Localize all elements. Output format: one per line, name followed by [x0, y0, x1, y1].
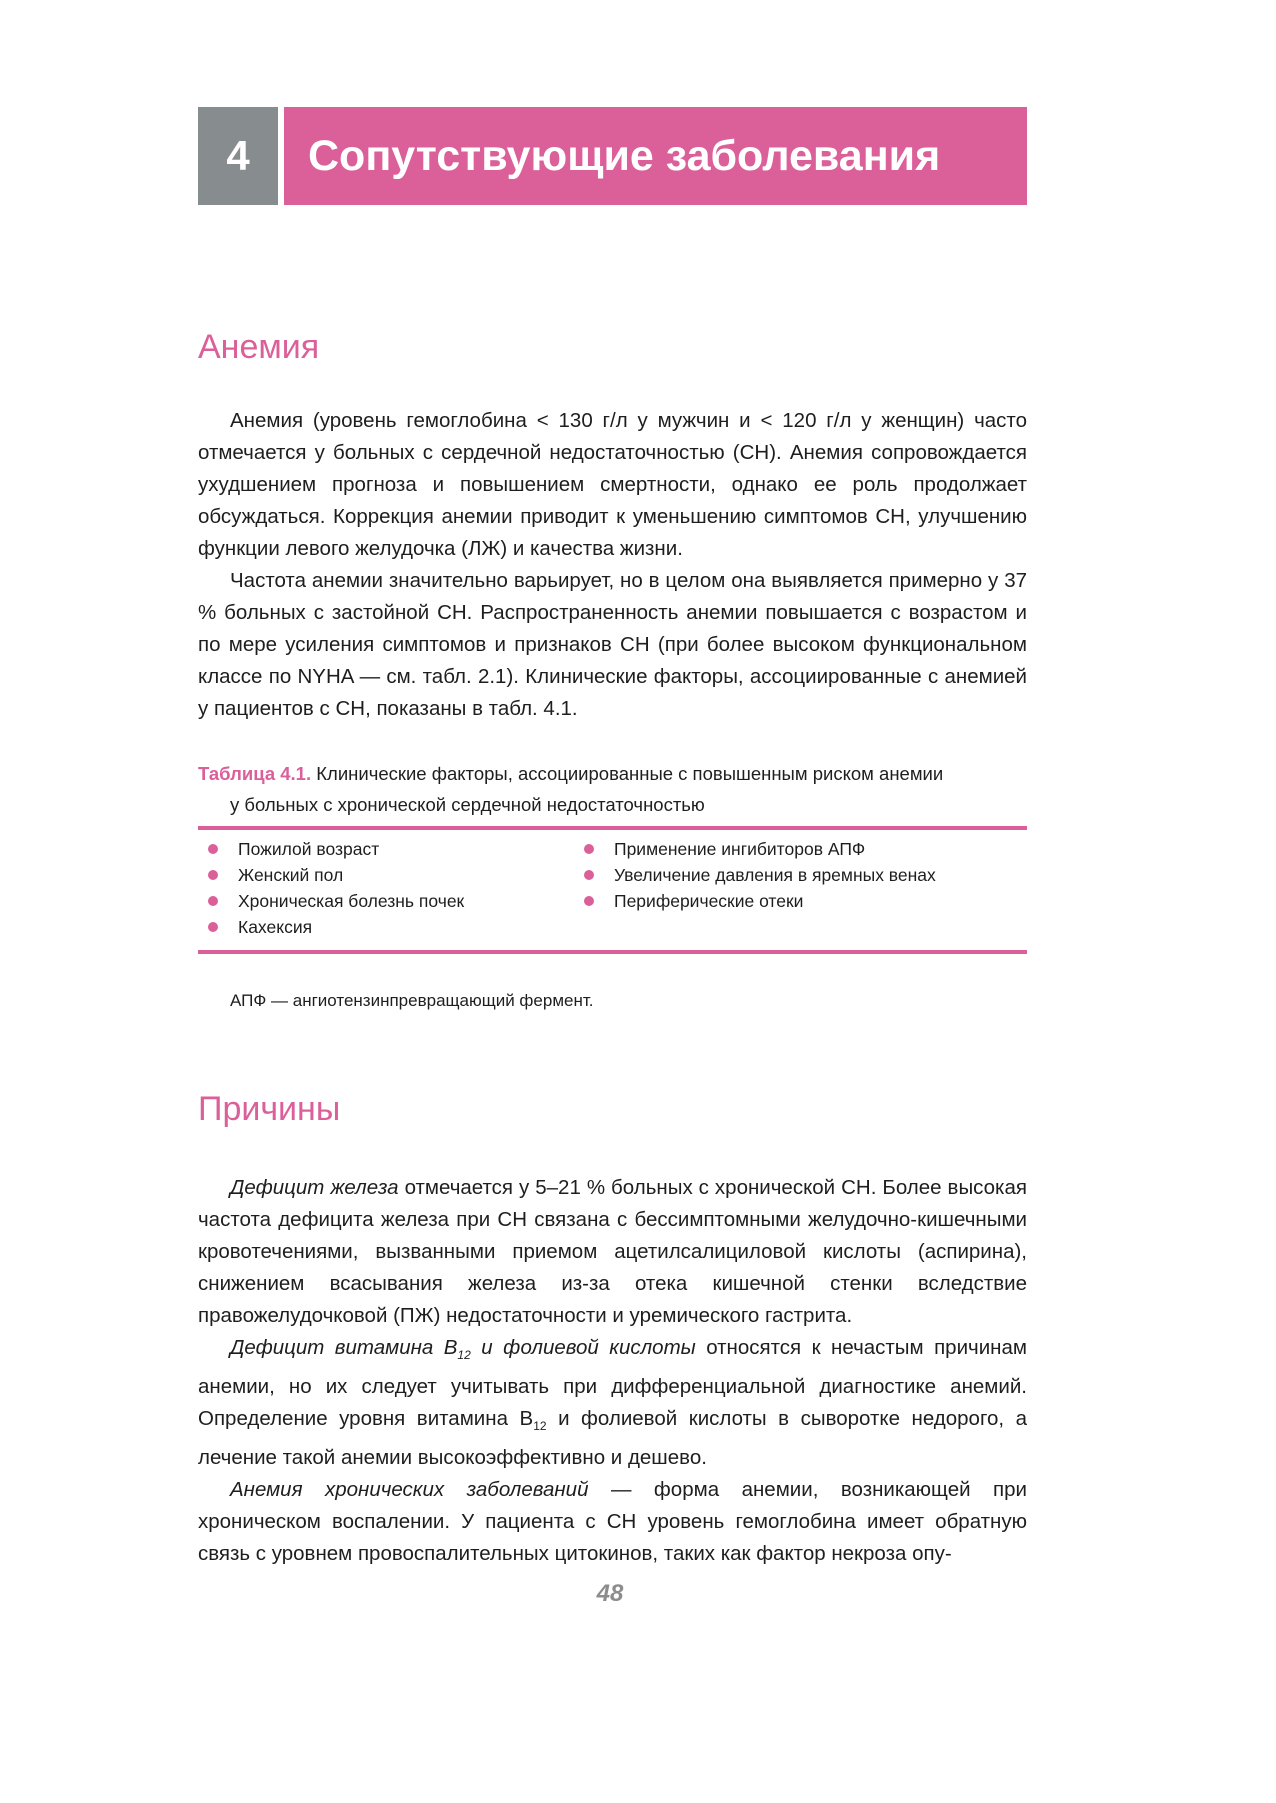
term-vitamin-deficiency: Дефицит витамина $B_{12}$ и фолиевой кислоты — [230, 1336, 696, 1363]
term-iron-deficiency: Дефицит железа — [230, 1176, 399, 1199]
chapter-title: Сопутствующие заболевания — [284, 107, 1027, 205]
anemia-paragraph-2: Частота анемии значительно варьирует, но в целом она выявляется примерно у 37 % больных с застойной СН. Распространенность анемии повышается с возрастом и по мере усиления симптомов и признаков СН (при более высоком функциональном классе по NYHA — см. табл. 2.1). Клинические факторы, ассоциированные с анемией у пациентов с СН, показаны в табл. 4.1. — [198, 569, 1027, 720]
causes-paragraph-1: Дефицит железа отмечается у 5–21 % больных с хронической СН. Более высокая частота дефицита железа при СН связана с бессимптомными желудочно-кишечными кровотечениями, вызванными приемом ацетилсалициловой кислоты (аспирина), снижением всасывания железа из-за отека кишечной стенки вследствие правожелудочковой (ПЖ) недостаточности и уремического гастрита. — [198, 1176, 1027, 1327]
list-item: Применение ингибиторов АПФ — [574, 836, 1027, 862]
bullet-icon — [208, 844, 218, 854]
bullet-icon — [208, 922, 218, 932]
list-item: Кахексия — [198, 914, 558, 940]
table-top-rule — [198, 826, 1027, 830]
table-footnote: АПФ — ангиотензинпревращающий фермент. — [230, 991, 594, 1010]
anemia-paragraph-1: Анемия (уровень гемоглобина < 130 г/л у мужчин и < 120 г/л у женщин) часто отмечается у больных с сердечной недостаточностью (СН). Анемия сопровождается ухудшением прогноза и повышением смертности, однако ее роль продолжает обсуждаться. Коррекция анемии приводит к уменьшению симптомов СН, улучшению функции левого желудочка (ЛЖ) и качества жизни. — [198, 409, 1027, 560]
anemia-body — [198, 405, 1027, 725]
section-heading-anemia: Анемия — [198, 328, 320, 366]
list-item: Хроническая болезнь почек — [198, 888, 558, 914]
bullet-icon — [584, 896, 594, 906]
bullet-icon — [584, 870, 594, 880]
list-item: Увеличение давления в яремных венах — [574, 862, 1027, 888]
bullet-icon — [208, 896, 218, 906]
causes-paragraph-2: Дефицит витамина $B_{12}$ и фолиевой кислоты относятся к нечастым причинам анемии, но их следует учитывать при дифференциальной диагностике анемий. Определение уровня витамина $B_{12}$ и фолиевой кислоты в сыворотке недорого, а лечение такой анемии высокоэффективно и дешево. — [198, 1336, 1028, 1470]
table-caption-line-2: у больных с хронической сердечной недостаточностью — [230, 794, 705, 815]
bullet-icon — [584, 844, 594, 854]
table-right-column — [574, 836, 1027, 914]
table-caption-line-1: Клинические факторы, ассоциированные с повышенным риском анемии — [316, 763, 944, 784]
list-item: Женский пол — [198, 862, 558, 888]
term-chronic-disease-anemia: Анемия хронических заболеваний — [230, 1478, 589, 1502]
causes-body — [198, 1172, 1027, 1570]
section-heading-causes: Причины — [198, 1090, 341, 1128]
table-left-column — [198, 836, 558, 940]
table-bottom-rule — [198, 950, 1027, 954]
table-caption — [198, 758, 1027, 820]
list-item: Периферические отеки — [574, 888, 1027, 914]
bullet-icon — [208, 870, 218, 880]
table-label: Таблица 4.1. — [198, 763, 312, 784]
list-item: Пожилой возраст — [198, 836, 558, 862]
page-number: 48 — [596, 1580, 624, 1607]
causes-paragraph-3: Анемия хронических заболеваний — форма анемии, возникающей при хроническом воспалении. У пациента с СН уровень гемоглобина имеет обратную связь с уровнем провоспалительных цитокинов, таких как фактор некроза опу- — [198, 1478, 1027, 1566]
chapter-number: 4 — [198, 107, 278, 205]
